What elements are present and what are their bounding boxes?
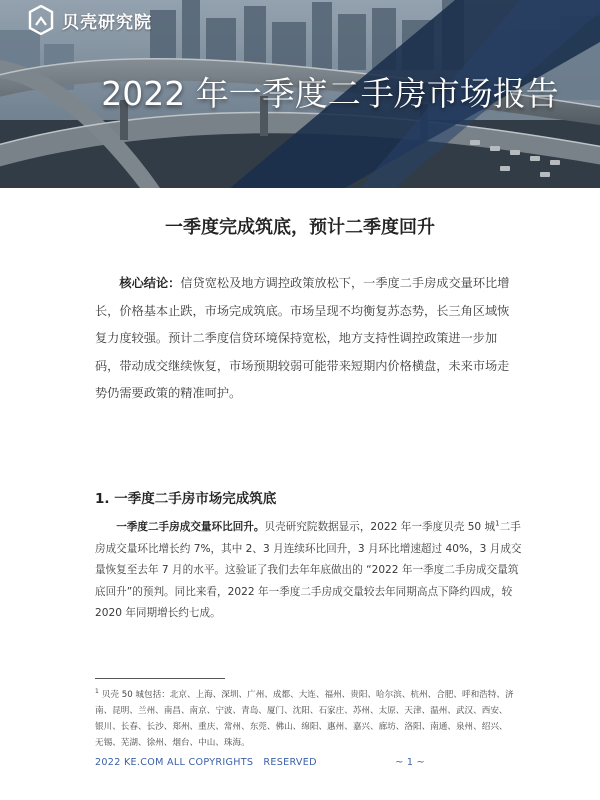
section-heading: 1. 一季度二手房市场完成筑底 [95, 491, 277, 507]
section-paragraph [95, 517, 523, 625]
paragraph-text-1: 贝壳研究院数据显示，2022 年一季度贝壳 50 城 [264, 521, 496, 533]
headline: 一季度完成筑底，预计二季度回升 [165, 217, 435, 238]
logo [28, 4, 152, 36]
page-number: ~ 1 ~ [395, 757, 425, 768]
footnote-divider [95, 678, 225, 679]
footnote [95, 687, 515, 751]
report-title: 2022 年一季度二手房市场报告 [101, 74, 559, 113]
footnote-marker: 1 [95, 688, 99, 696]
beike-logo-icon [28, 5, 54, 35]
core-conclusion [95, 270, 515, 408]
footnote-reference[interactable]: 1 [495, 519, 500, 528]
footnote-text: 贝壳 50 城包括：北京、上海、深圳、广州、成都、大连、福州、贵阳、哈尔滨、杭州、合肥、呼和浩特、济南、昆明、兰州、南昌、南京、宁波、青岛、厦门、沈阳、石家庄、苏州、太原、天津、温州、武汉、西安、银川、长春、长沙、郑州、重庆、常州、东莞、佛山、绵阳、惠州、嘉兴、廊坊、洛阳、南通、泉州、绍兴、无锡、芜湖、徐州、烟台、中山、珠海。 [95, 690, 514, 748]
core-conclusion-text: 信贷宽松及地方调控政策放松下，一季度二手房成交量环比增长，价格基本止跌，市场完成筑底。市场呈现不均衡复苏态势，长三角区域恢复力度较强。预计二季度信贷环境保持宽松，地方支持性调控政策进一步加码，带动成交继续恢复，市场预期较弱可能带来短期内价格横盘，未来市场走势仍需要政策的精准呵护。 [95, 276, 510, 400]
page-footer [95, 757, 425, 768]
logo-text: 贝壳研究院 [62, 12, 152, 33]
header-banner [0, 0, 600, 188]
paragraph-lead: 一季度二手房成交量环比回升。 [116, 521, 265, 533]
copyright-text: 2022 KE.COM ALL COPYRIGHTS RESERVED [95, 757, 317, 768]
core-conclusion-label: 核心结论： [119, 276, 181, 290]
paragraph-text-2: 二手房成交量环比增长约 7%，其中 2、3 月连续环比回升，3 月环比增速超过 40%，3 月成交量恢复至去年 7 月的水平。这验证了我们去年年底做出的 “2022 年一季度二手房成交量筑底回升”的预判。同比来看，2022 年一季度二手房成交量较去年同期高点下降约四成，较 2020 年同期增长约七成。 [95, 521, 522, 619]
